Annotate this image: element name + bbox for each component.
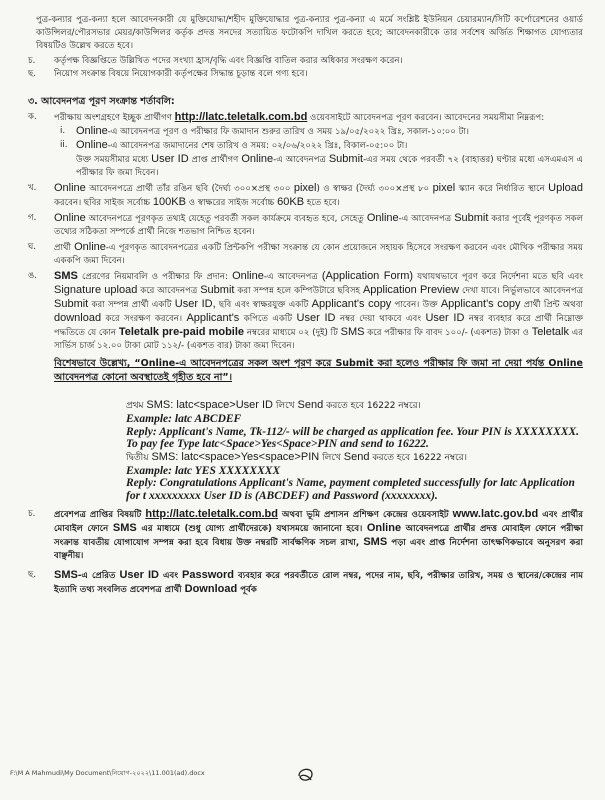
- reply-1: Reply: Applicant's Name, Tk-112/- will be charged as application fee. Your PIN is XXXXXXXX. To pay fee Type latc<Space>Yes<Space>PIN and send to 16222.: [126, 425, 579, 450]
- item-uma: ঙ. SMS প্রেরণের নিয়মাবলি ও পরীক্ষার ফি প্রদান: Online-এ আবেদনপত্র (Application Form) যথাযথভাবে পূরণ করে নির্দেশনা মতে ছবি এবং Signature upload করে আবেদনপত্র Submit করা সম্পন্ন হলে কম্পিউটারে ছবিসহ Application Preview দেখা যাবে। নির্ভুলভাবে আবেদনপত্র Submit করা সম্পন্ন প্রার্থী একটি User ID, ছবি এবং স্বাক্ষরযুক্ত একটি Applicant's copy পাবেন। উক্ত Applicant's copy প্রার্থী প্রিন্ট অথবা download করে সংরক্ষণ করবেন। Applicant's কপিতে একটি User ID নম্বর দেয়া থাকবে এবং User ID নম্বর ব্যবহার করে প্রার্থী নিম্নোক্ত পদ্ধতিতে যে কোন Teletalk pre-paid mobile নম্বরের মাধ্যমে ০২ (দুই) টি SMS করে পরীক্ষার ফি বাবদ ১০০/- (একশত) টাকা ও Teletalk এর সার্ভিস চার্জ ১২.০০ টাকা মোট ১১২/- (একশত বার) টাকা জমা দিবেন। বিশেষভাবে উল্লেখ্য, “Online-এ আবেদনপত্রের সকল অংশ পূরণ করে Submit করা হলেও পরীক্ষার ফি জমা না দেয়া পর্যন্ত Online আবেদনপত্র কোনো অবস্থাতেই গৃহীত হবে না”।: [28, 270, 584, 383]
- website-link[interactable]: http://latc.teletalk.com.bd: [174, 111, 308, 123]
- item-cha-top: [28, 68, 583, 81]
- website-link-3[interactable]: www.latc.gov.bd: [452, 508, 539, 520]
- item-cha: ছ. SMS-এ প্রেরিত User ID এবং Password ব্যবহার করে পরবর্তীতে রোল নম্বর, পদের নাম, ছবি, পরীক্ষার তারিখ, সময় ও স্থানের/কেন্দ্রের নাম ইত্যাদি তথ্য সংবলিত প্রবেশপত্র প্রার্থী Download পূর্বক: [28, 569, 583, 595]
- item-kha: খ. Online আবেদনপত্রে প্রার্থী তাঁর রঙিন ছবি (দৈর্ঘ্য ৩০০×প্রস্থ ৩০০ pixel) ও স্বাক্ষর (দৈর্ঘ্য ৩০০×প্রস্থ ৮০ pixel স্ক্যান করে নির্ধারিত স্থানে Upload করবেন। ছবির সাইজ সর্বোচ্চ 100KB ও স্বাক্ষরের সাইজ সর্বোচ্চ 60KB হতে হবে।: [28, 182, 584, 208]
- item-ka: ক. পরীক্ষায় অংশগ্রহণে ইচ্ছুক প্রার্থীগণ http://latc.teletalk.com.bd ওয়েবসাইটে আবেদনপত্র পূরণ করবেন। আবেদনের সময়সীমা নিম্নরূপ: i. Online-এ আবেদনপত্র পূরণ ও পরীক্ষার ফি জমাদান শুরুর তারিখ ও সময় ১৯/০৫/২০২২ খ্রিঃ, সকাল-১০:০০ টা। ii. Online-এ আবেদনপত্র জমাদানের শেষ তারিখ ও সময়: ০২/০৬/২০২২ খ্রিঃ, বিকাল-০৫:০০ টা। উক্ত সময়সীমার মধ্যে User ID প্রাপ্ত প্রার্থীগণ Online-এ আবেদনপত্র Submit-এর সময় থেকে পরবর্তী ৭২ (বাহাত্তর) ঘণ্টার মধ্যে এসএমএস এ পরীক্ষার ফি জমা দিবেন।: [28, 111, 584, 178]
- section-heading: ৩. আবেদনপত্র পূরণ সংক্রান্ত শর্তাবলি:: [28, 96, 175, 107]
- sub-item-i: i. Online-এ আবেদনপত্র পূরণ ও পরীক্ষার ফি জমাদান শুরুর তারিখ ও সময় ১৯/০৫/২০২২ খ্রিঃ, সকাল-১০:০০ টা।: [60, 125, 469, 137]
- item-gha: ঘ. প্রার্থী Online-এ পূরণকৃত আবেদনপত্রের একটি প্রিন্টকপি পরীক্ষা সংক্রান্ত যে কোন প্রয়োজনে সহায়ক হিসেবে সংরক্ষণ করবেন এবং মৌখিক পরীক্ষার সময় এককপি জমা দিবেন।: [28, 241, 583, 266]
- item-mark: খ.: [28, 183, 37, 193]
- item-mark: ঙ.: [28, 271, 38, 281]
- item-mark: ছ.: [28, 69, 36, 79]
- fee-warning-note: বিশেষভাবে উল্লেখ্য, “Online-এ আবেদনপত্রের সকল অংশ পূরণ করে Submit করা হলেও পরীক্ষার ফি জমা না দেয়া পর্যন্ত Online আবেদনপত্র কোনো অবস্থাতেই গৃহীত হবে না”।: [54, 358, 583, 383]
- item-ca: চ. প্রবেশপত্র প্রাপ্তির বিষয়টি http://latc.teletalk.com.bd অথবা ভূমি প্রশাসন প্রশিক্ষণ কেন্দ্রের ওয়েবসাইট www.latc.gov.bd এবং প্রার্থীর মোবাইল ফোনে SMS এর মাধ্যমে (শুধু যোগ্য প্রার্থীদেরকে) যথাসময়ে জানানো হবে। Online আবেদনপত্রে প্রার্থীর প্রদত্ত মোবাইল ফোনে পরীক্ষা সংক্রান্ত যাবতীয় যোগাযোগ সম্পন্ন করা হবে বিধায় উক্ত নম্বরটি সার্বক্ষণিক সচল রাখা, SMS পড়া এবং প্রাপ্ত নির্দেশনা তাৎক্ষণিকভাবে অনুসরণ করা বাঞ্ছনীয়।: [28, 508, 583, 561]
- item-mark: ক.: [28, 112, 37, 122]
- item-mark: চ.: [28, 509, 36, 519]
- website-link-2[interactable]: http://latc.teletalk.com.bd: [145, 508, 278, 520]
- handwritten-initial-icon: [294, 762, 318, 786]
- example-1: Example: latc ABCDEF: [126, 413, 242, 425]
- item-mark: ছ.: [28, 570, 36, 580]
- item-mark: ঘ.: [28, 242, 37, 252]
- sms-instructions: [126, 399, 583, 502]
- reply-2: Reply: Congratulations Applicant's Name, payment completed successfully for latc Application for t xxxxxxxxx User ID is (ABCDEF) and Password (xxxxxxxx).: [126, 477, 575, 502]
- item-mark: চ.: [28, 56, 36, 66]
- deadline-note: উক্ত সময়সীমার মধ্যে User ID প্রাপ্ত প্রার্থীগণ Online-এ আবেদনপত্র Submit-এর সময় থেকে পরবর্তী ৭২ (বাহাত্তর) ঘণ্টার মধ্যে এসএমএস এ পরীক্ষার ফি জমা দিবেন।: [76, 153, 584, 178]
- item-mark: গ.: [28, 213, 37, 223]
- file-path-footer: F:\M A Mahmudi\My Document\নিয়োগ-২০২২\11.001(ad).docx: [10, 769, 205, 777]
- intro-paragraph: পুত্র-কন্যার পুত্র-কন্যা হলে আবেদনকারী যে মুক্তিযোদ্ধা/শহীদ মুক্তিযোদ্ধার পুত্র-কন্যার পুত্র-কন্যা এ মর্মে সংশ্লিষ্ট ইউনিয়ন চেয়ারম্যান/সিটি কর্পোরেশনের ওয়ার্ড কাউন্সিলর/পৌরসভার মেয়র/কাউন্সিলর কর্তৃক প্রদত্ত সনদের সত্যায়িত ফটোকপি দাখিল করতে হবে; আবেদনকারীকে তার সর্বশেষ অর্জিত শিক্ষাগত যোগ্যতার বিষয়টিও উল্লেখ করতে হবে।: [36, 15, 583, 51]
- sub-item-ii: ii. Online-এ আবেদনপত্র জমাদানের শেষ তারিখ ও সময়: ০২/০৬/২০২২ খ্রিঃ, বিকাল-০৫:০০ টা।: [60, 139, 408, 151]
- first-sms-line: প্রথম SMS: latc<space>User ID লিখে Send করতে হবে 16222 নম্বরে।: [126, 399, 421, 411]
- item-ga: গ. Online আবেদনপত্রে পূরণকৃত তথ্যই যেহেতু পরবর্তী সকল কার্যক্রমে ব্যবহৃত হবে, সেহেতু Online-এ আবেদনপত্র Submit করার পূর্বেই পূরণকৃত সকল তথ্যের সঠিকতা সম্পর্কে প্রার্থী নিজে শতভাগ নিশ্চিত হবেন।: [28, 212, 583, 237]
- item-text: কর্তৃপক্ষ বিজ্ঞপ্তিতে উল্লিখিত পদের সংখ্যা হ্রাস/বৃদ্ধি এবং বিজ্ঞপ্তি বাতিল করার অধিকার সংরক্ষণ করেন।: [54, 56, 403, 66]
- second-sms-line: দ্বিতীয় SMS: latc<space>Yes<space>PIN লিখে Send করতে হবে 16222 নম্বরে।: [126, 450, 467, 463]
- example-2: Example: latc YES XXXXXXXX: [126, 464, 281, 477]
- item-ca-top: [28, 55, 583, 68]
- item-text: নিয়োগ সংক্রান্ত বিষয়ে নিয়োগকারী কর্তৃপক্ষের সিদ্ধান্ত চূড়ান্ত বলে গণ্য হবে।: [54, 69, 308, 79]
